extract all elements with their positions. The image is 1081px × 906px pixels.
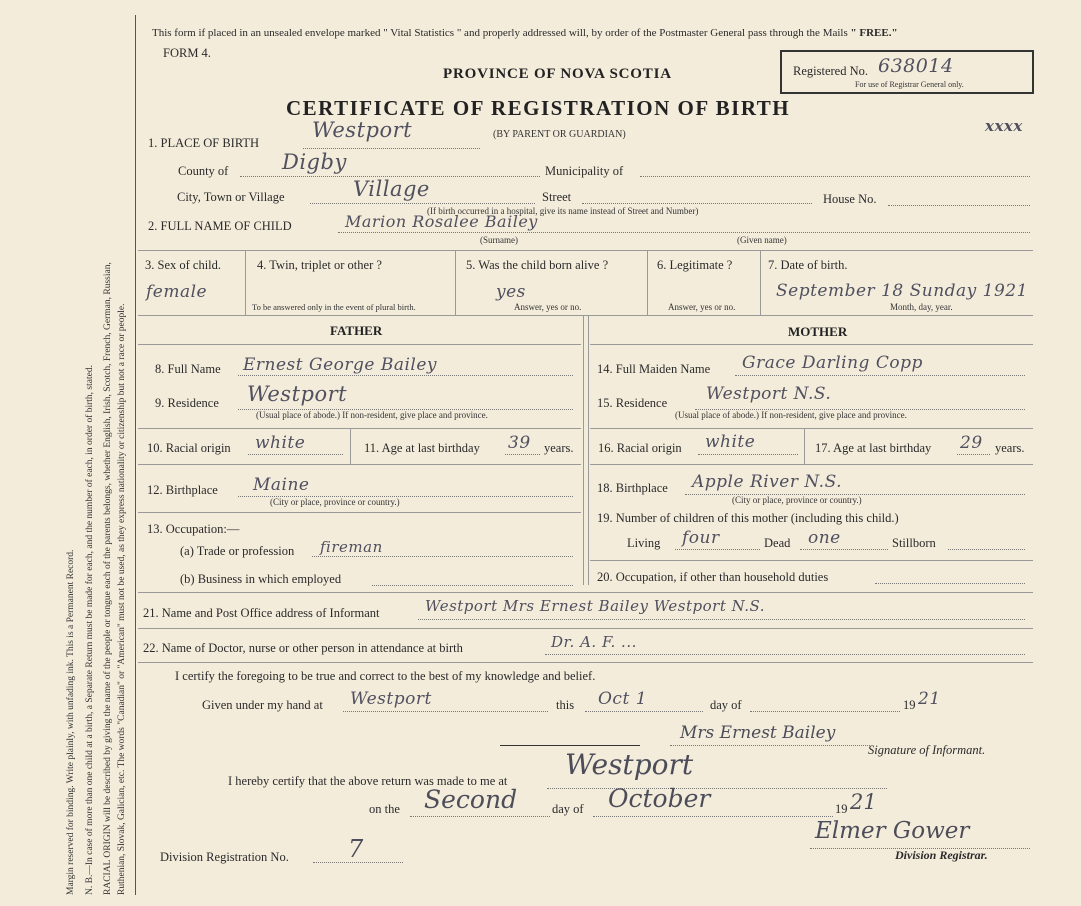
- certify-statement: I certify the foregoing to be true and correct to the best of my knowledge and belief.: [175, 669, 596, 683]
- municipality-label: Municipality of: [545, 164, 624, 178]
- sex-label: 3. Sex of child.: [145, 258, 222, 272]
- side-note-1: Margin reserved for binding. Write plainly, with unfading ink. This is a Permanent Record.: [66, 549, 76, 895]
- mother-heading: MOTHER: [788, 324, 848, 339]
- division-registrar-label: Division Registrar.: [895, 848, 988, 862]
- mother-years: years.: [995, 441, 1025, 455]
- mail-notice: This form if placed in an unsealed envelope marked " Vital Statistics " and properly addressed will, by order of the Postmaster General pass through the Mails: [152, 27, 848, 39]
- month-value: October: [608, 784, 711, 813]
- margin-rule: [135, 15, 136, 895]
- this-value: Oct 1: [598, 689, 648, 709]
- mother-race-value: white: [705, 432, 756, 452]
- father-birthplace-label: 12. Birthplace: [147, 483, 218, 497]
- on-the-value: Second: [424, 785, 518, 814]
- father-residence-value: Westport: [247, 382, 348, 406]
- dead-label: Dead: [764, 536, 791, 550]
- legit-note: Answer, yes or no.: [668, 302, 736, 312]
- mother-birthplace-label: 18. Birthplace: [597, 481, 668, 495]
- informant-value: Westport Mrs Ernest Bailey Westport N.S.: [425, 597, 766, 615]
- living-value: four: [682, 528, 720, 548]
- father-residence-label: 9. Residence: [155, 396, 219, 410]
- surname-note: (Surname): [480, 235, 518, 245]
- dead-value: one: [808, 528, 841, 548]
- father-years: years.: [544, 441, 574, 455]
- alive-label: 5. Was the child born alive ?: [466, 258, 609, 272]
- mother-birthplace-note: (City or place, province or country.): [732, 495, 862, 505]
- dayof-label: day of: [710, 698, 742, 712]
- corner-mark: xxxx: [985, 117, 1023, 135]
- year2-value: 21: [850, 790, 877, 814]
- stillborn-label: Stillborn: [892, 536, 936, 550]
- registrar-note: For use of Registrar General only.: [855, 80, 964, 89]
- father-age-label: 11. Age at last birthday: [364, 441, 480, 455]
- division-registration-label: Division Registration No.: [160, 850, 289, 864]
- mother-name-label: 14. Full Maiden Name: [597, 362, 711, 376]
- doctor-value: Dr. A. F. ...: [551, 633, 637, 651]
- county-label: County of: [178, 164, 229, 178]
- registrar-signature: Elmer Gower: [815, 818, 970, 844]
- father-occupation-label: 13. Occupation:—: [147, 522, 240, 536]
- legit-label: 6. Legitimate ?: [657, 258, 733, 272]
- dob-value: September 18 Sunday 1921: [776, 281, 1028, 301]
- side-note-3: RACIAL ORIGIN will be described by giving the name of the people or tongue each of the parents belongs, whether English, Irish, Scotch, French, German, Russian,: [103, 262, 113, 895]
- registrar-statement: I hereby certify that the above return was made to me at: [228, 774, 508, 788]
- informant-signature: Mrs Ernest Bailey: [680, 723, 836, 743]
- alive-note: Answer, yes or no.: [514, 302, 582, 312]
- sex-value: female: [146, 282, 208, 302]
- province-heading: PROVINCE OF NOVA SCOTIA: [443, 66, 672, 82]
- father-age-value: 39: [508, 433, 531, 453]
- street-label: Street: [542, 190, 572, 204]
- dob-note: Month, day, year.: [890, 302, 953, 312]
- twin-note: To be answered only in the event of plural birth.: [252, 302, 416, 312]
- place-of-birth-value: Westport: [312, 118, 413, 142]
- child-name-label: 2. FULL NAME OF CHILD: [148, 219, 292, 233]
- year2-prefix: 19: [835, 802, 848, 816]
- side-note-2: N. B.—In case of more than one child at a birth, a Separate Return must be made for each, and the number of each, in order of birth, stated.: [85, 365, 95, 895]
- father-birthplace-note: (City or place, province or country.): [270, 497, 400, 507]
- division-registration-value: 7: [348, 835, 364, 863]
- given-name-note: (Given name): [737, 235, 787, 245]
- dob-label: 7. Date of birth.: [768, 258, 848, 272]
- on-the-label: on the: [369, 802, 400, 816]
- separator-rule: [500, 745, 640, 746]
- mother-age-value: 29: [960, 433, 983, 453]
- mother-birthplace-value: Apple River N.S.: [692, 472, 843, 492]
- side-note-4: Ruthenian, Slovak, Galician, etc. The words "Canadian" or "American" must not be used, as they express nationality or citizenship but not a race or people.: [117, 303, 127, 895]
- father-race-label: 10. Racial origin: [147, 441, 231, 455]
- registered-label: Registered No.: [793, 64, 868, 78]
- mail-notice-free: " FREE.": [850, 27, 898, 39]
- mother-residence-note: (Usual place of abode.) If non-resident, give place and province.: [675, 410, 907, 420]
- dayof2-label: day of: [552, 802, 584, 816]
- county-value: Digby: [282, 150, 347, 174]
- city-label: City, Town or Village: [177, 190, 285, 204]
- mother-residence-value: Westport N.S.: [706, 384, 832, 404]
- signature-label: Signature of Informant.: [868, 743, 986, 757]
- father-race-value: white: [255, 433, 306, 453]
- father-residence-note: (Usual place of abode.) If non-resident, give place and province.: [256, 410, 488, 420]
- twin-label: 4. Twin, triplet or other ?: [257, 258, 382, 272]
- doctor-label: 22. Name of Doctor, nurse or other person in attendance at birth: [143, 641, 463, 655]
- given-under-label: Given under my hand at: [202, 698, 323, 712]
- certificate-subtitle: (BY PARENT OR GUARDIAN): [493, 129, 626, 140]
- father-birthplace-value: Maine: [253, 475, 310, 495]
- father-trade-value: fireman: [320, 538, 383, 556]
- mother-children-label: 19. Number of children of this mother (including this child.): [597, 511, 899, 525]
- given-place-value: Westport: [350, 689, 432, 709]
- year-prefix: 19: [903, 698, 916, 712]
- father-heading: FATHER: [330, 323, 383, 338]
- house-label: House No.: [823, 192, 877, 206]
- form-number: FORM 4.: [163, 46, 211, 60]
- registrar-place-value: Westport: [565, 748, 694, 781]
- mother-residence-label: 15. Residence: [597, 396, 668, 410]
- hospital-note: (If birth occurred in a hospital, give its name instead of Street and Number): [427, 206, 699, 216]
- certificate-title: CERTIFICATE OF REGISTRATION OF BIRTH: [286, 96, 791, 120]
- father-business-label: (b) Business in which employed: [180, 572, 342, 586]
- child-name-value: Marion Rosalee Bailey: [345, 212, 538, 231]
- father-name-value: Ernest George Bailey: [243, 355, 438, 375]
- city-value: Village: [353, 177, 430, 201]
- mother-occupation-label: 20. Occupation, if other than household duties: [597, 570, 829, 584]
- mother-name-value: Grace Darling Copp: [742, 353, 923, 373]
- father-name-label: 8. Full Name: [155, 362, 221, 376]
- registered-number: 638014: [878, 55, 954, 77]
- informant-label: 21. Name and Post Office address of Informant: [143, 606, 380, 620]
- this-label: this: [556, 698, 575, 712]
- mother-age-label: 17. Age at last birthday: [815, 441, 932, 455]
- place-of-birth-label: 1. PLACE OF BIRTH: [148, 136, 260, 150]
- mother-race-label: 16. Racial origin: [598, 441, 682, 455]
- living-label: Living: [627, 536, 661, 550]
- year-value: 21: [918, 689, 941, 709]
- alive-value: yes: [496, 282, 526, 302]
- father-trade-label: (a) Trade or profession: [180, 544, 295, 558]
